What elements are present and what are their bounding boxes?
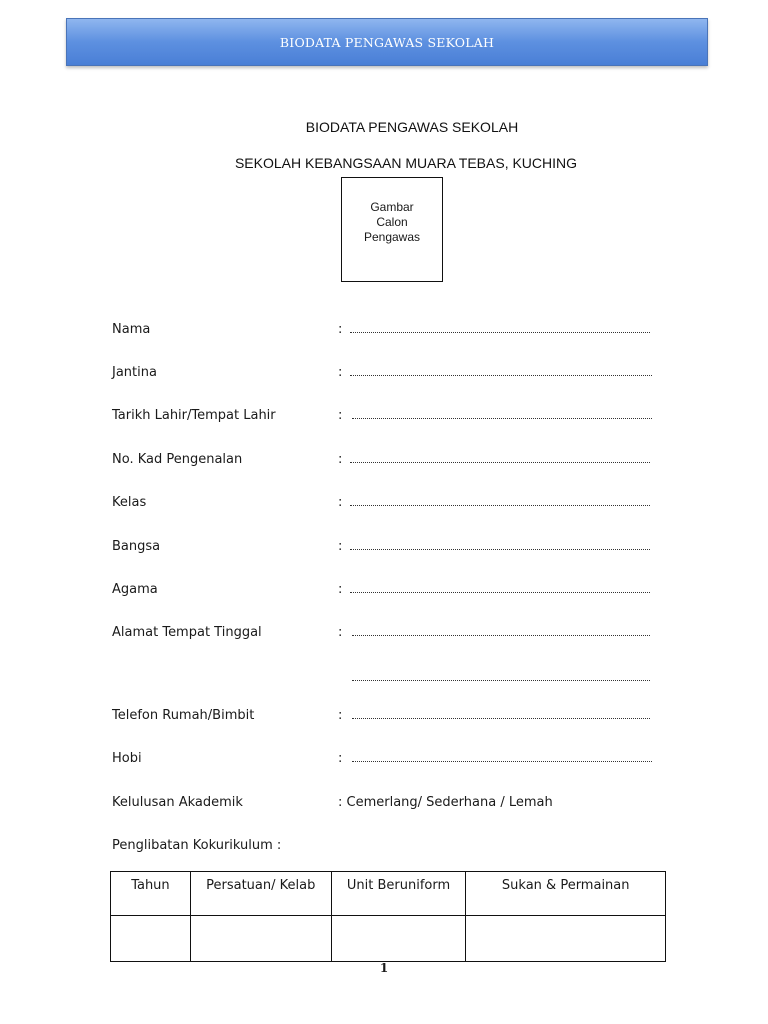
kokurikulum-table bbox=[110, 871, 666, 962]
dotted-line bbox=[350, 366, 652, 376]
kokurikulum-label: Penglibatan Kokurikulum : bbox=[112, 838, 282, 853]
header-banner bbox=[66, 18, 708, 66]
field-input-jantina[interactable]: : bbox=[338, 365, 656, 380]
field-input-nama[interactable]: : bbox=[338, 322, 656, 337]
field-label-agama: Agama bbox=[112, 582, 158, 597]
school-name: SEKOLAH KEBANGSAAN MUARA TEBAS, KUCHING bbox=[234, 155, 578, 171]
field-label-telefon: Telefon Rumah/Bimbit bbox=[112, 708, 255, 723]
dotted-line bbox=[352, 671, 650, 681]
dotted-line bbox=[350, 496, 650, 506]
table-row bbox=[111, 916, 666, 962]
page-number: 1 bbox=[379, 961, 389, 975]
banner-title: BIODATA PENGAWAS SEKOLAH bbox=[279, 34, 495, 50]
field-input-tarikh-lahir[interactable]: : bbox=[338, 408, 656, 423]
photo-label-line1: Gambar bbox=[370, 200, 414, 214]
dotted-line bbox=[352, 752, 652, 762]
field-input-bangsa[interactable]: : bbox=[338, 539, 656, 554]
column-header-tahun: Tahun bbox=[111, 872, 191, 916]
field-label-kad-pengenalan: No. Kad Pengenalan bbox=[112, 452, 243, 467]
dotted-line bbox=[352, 626, 650, 636]
photo-label-line3: Pengawas bbox=[363, 230, 421, 244]
field-label-jantina: Jantina bbox=[112, 365, 157, 380]
table-cell-sukan[interactable] bbox=[466, 916, 666, 962]
field-label-hobi: Hobi bbox=[112, 751, 142, 766]
table-cell-tahun[interactable] bbox=[111, 916, 191, 962]
dotted-line bbox=[350, 323, 650, 333]
field-input-alamat-line2[interactable] bbox=[352, 670, 654, 685]
field-input-hobi[interactable]: : bbox=[338, 751, 656, 766]
column-header-unit-beruniform: Unit Beruniform bbox=[331, 872, 466, 916]
table-cell-persatuan[interactable] bbox=[190, 916, 331, 962]
photo-label-line2: Calon bbox=[376, 215, 408, 229]
field-label-akademik: Kelulusan Akademik bbox=[112, 795, 243, 810]
dotted-line bbox=[352, 709, 650, 719]
table-cell-unit-beruniform[interactable] bbox=[331, 916, 466, 962]
document-title: BIODATA PENGAWAS SEKOLAH bbox=[305, 119, 519, 135]
field-input-alamat[interactable]: : bbox=[338, 625, 656, 640]
dotted-line bbox=[352, 409, 652, 419]
field-input-agama[interactable]: : bbox=[338, 582, 656, 597]
field-akademik-options[interactable]: : Cemerlang/ Sederhana / Lemah bbox=[338, 795, 553, 810]
table-header-row bbox=[111, 872, 666, 916]
field-label-tarikh-lahir: Tarikh Lahir/Tempat Lahir bbox=[112, 408, 276, 423]
column-header-persatuan: Persatuan/ Kelab bbox=[190, 872, 331, 916]
field-input-telefon[interactable]: : bbox=[338, 708, 656, 723]
field-label-kelas: Kelas bbox=[112, 495, 147, 510]
field-input-kad-pengenalan[interactable]: : bbox=[338, 452, 656, 467]
dotted-line bbox=[350, 453, 650, 463]
field-label-nama: Nama bbox=[112, 322, 151, 337]
dotted-line bbox=[350, 540, 650, 550]
field-label-bangsa: Bangsa bbox=[112, 539, 161, 554]
field-input-kelas[interactable]: : bbox=[338, 495, 656, 510]
field-label-alamat: Alamat Tempat Tinggal bbox=[112, 625, 262, 640]
photo-placeholder bbox=[341, 177, 443, 282]
column-header-sukan: Sukan & Permainan bbox=[466, 872, 666, 916]
dotted-line bbox=[350, 583, 650, 593]
